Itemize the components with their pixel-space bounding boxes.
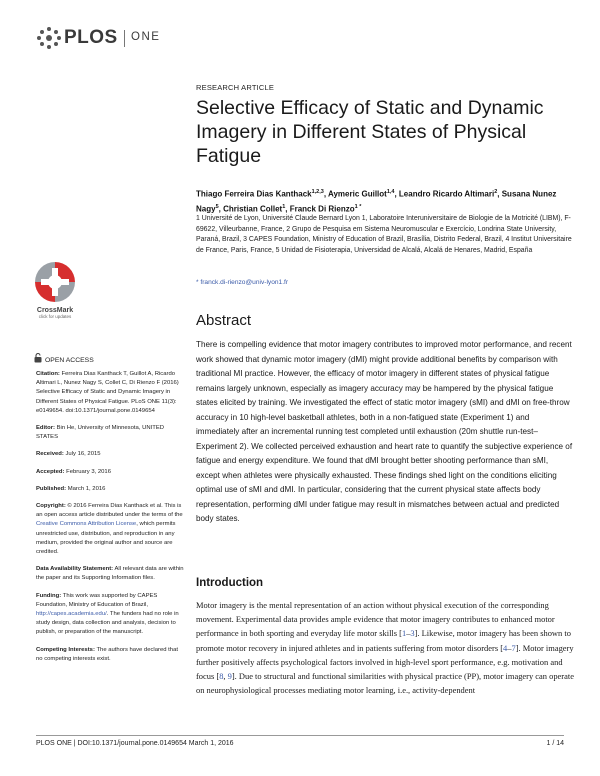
reference-link[interactable]: 7 (511, 642, 516, 653)
author-affiliation-marker: 1,4 (386, 189, 395, 195)
author-affiliation-marker: 1,2,3 (311, 189, 324, 195)
crossmark-badge[interactable] (30, 260, 80, 320)
editor-text: Bin He, University of Minnesota, UNITED STATES (36, 425, 164, 441)
author-affiliation-marker: 5 (215, 203, 219, 210)
reference-link[interactable]: 9 (227, 671, 232, 682)
author-name: Susana Nunez Nagy (196, 189, 557, 214)
data-availability-label: Data Availability Statement: (36, 566, 114, 573)
page-number: 1 / 14 (546, 740, 564, 747)
published-date: March 1, 2016 (67, 485, 106, 492)
reference-link[interactable]: 1 (401, 628, 407, 639)
crossmark-sublabel: click for updates (38, 314, 72, 319)
accepted-label: Accepted: (36, 468, 65, 475)
copyright-text-end: , which permits unrestricted use, distribution, and reproduction in any medium, provided the original author and source are credited. (36, 521, 176, 556)
author-name: Thiago Ferreira Dias Kanthack (196, 189, 312, 199)
editor-block (36, 424, 184, 442)
open-access-badge (34, 353, 94, 364)
author-name: Franck Di Rienzo (289, 204, 355, 214)
funding-link[interactable]: http://capes.academia.edu/ (36, 611, 107, 618)
intro-text-span: , (223, 671, 228, 682)
corresponding-email-link[interactable]: * franck.di-rienzo@univ-lyon1.fr (196, 279, 289, 286)
logo-journal-text: ONE (131, 31, 161, 43)
author-affiliation-marker: 1 (282, 203, 286, 210)
intro-text-span: ]. Motor imagery further positively affects psychological factors involved in high-level sport performance, e.g. motivation and focus [ (196, 642, 574, 682)
funding-block (36, 592, 184, 638)
competing-interests-block (36, 646, 184, 664)
intro-text-span: ]. Likewise, motor imagery has been shown to promote motor recovery in injured athletes and in patients suffering from motor disorders [ (196, 628, 571, 653)
article-info-sidebar (36, 370, 184, 672)
plos-one-logo[interactable] (36, 26, 176, 52)
published-label: Published: (36, 485, 67, 492)
copyright-text: © 2016 Ferreira Dias Kanthack et al. This is an open access article distributed under the terms of the (36, 503, 183, 519)
crossmark-label: CrossMark (36, 307, 74, 314)
affiliations: 1 Université de Lyon, Université Claude Bernard Lyon 1, Laboratoire Interuniversitaire de Biologie de la Motricité (LIBM), F-69622, Villeurbanne, France, 2 Grupo de Pesquisa em Sistema Neuromuscular e Exercício, Londrina State University, Paraná, Brazil, 3 CAPES Foundation, Ministry of Education of Brazil, Brasília, Distrito Federal, Brazil, 4 Institut Universitaire de France, Paris, France, 5 Unidad de Fisioterapia, Universidad de Alcalá, Alcalá de Henares, Madrid, España (196, 215, 572, 254)
author-name: Christian Collet (223, 204, 283, 214)
reference-link[interactable]: 4 (503, 642, 508, 653)
author-name: Leandro Ricardo Altimari (398, 189, 495, 199)
funding-text-end: . The funders had no role in study design, data collection and analysis, decision to publish, or preparation of the manuscript. (36, 611, 179, 636)
introduction-text (196, 598, 574, 697)
article-title: Selective Efficacy of Static and Dynamic Imagery in Different States of Physical Fatigue (196, 97, 544, 167)
data-availability-block (36, 565, 184, 583)
footer-citation: PLOS ONE | DOI:10.1371/journal.pone.0149654 March 1, 2016 (36, 740, 234, 747)
intro-text-span: Motor imagery is the mental representation of an action without physical execution of the corresponding movement. Experimental data provides ample evidence that motor imagery contributes to enhanced motor performance in both sporting and everyday life motor skills [ (196, 600, 555, 639)
copyright-block (36, 502, 184, 557)
open-access-label: OPEN ACCESS (45, 357, 94, 364)
author-affiliation-marker: 2 (494, 189, 498, 195)
license-link[interactable]: Creative Commons Attribution License (36, 521, 137, 528)
introduction-heading: Introduction (196, 577, 264, 589)
citation-text: Ferreira Dias Kanthack T, Guillot A, Ricardo Altimari L, Nunez Nagy S, Collet C, Di Rienzo F (2016) Selective Efficacy of Static and Dynamic Imagery in Different States of Physical Fatigue. PLoS ONE 11(3): e0149654. doi:10.1371/journal.pone.0149654 (36, 371, 179, 414)
abstract-text: There is compelling evidence that motor imagery contributes to improved motor performance, and recent work showed that dynamic motor imagery (dMI) might provide additional benefits by comparison with traditional MI practice. However, the efficacy of motor imagery in different states of physical fatigue remains largely unknown, especially as imagery accuracy may be hampered by the physical fatigue states elicited by training. We investigated the effect of static motor imagery (sMI) and dMI on free-throw accuracy in 10 high-level basketball athletes, both in a non-fatigued state (Experiment 1) and immediately after an incremental running test completed until exhaustion (20m shuttle run-test–Experiment 2). We collected perceived exhaustion and heart rate to quantify the subjective experience of fatigue and energy expenditure. We found that dMI brought better shooting performance than sMI, except when athletes were physically exhausted. These findings shed light on the conditions eliciting optimal use of sMI and dMI. In particular, considering that the current physical state affects body representation, performing dMI under fatigue may result in mismatches between actual and predicted body states. (196, 340, 573, 523)
funding-label: Funding: (36, 592, 62, 599)
citation-block (36, 370, 184, 416)
intro-text-span: – (507, 642, 512, 653)
received-block (36, 450, 184, 459)
author-name: Aymeric Guillot (327, 189, 387, 199)
open-lock-icon (34, 353, 42, 363)
footer-divider (36, 735, 564, 736)
editor-label: Editor: (36, 425, 55, 432)
competing-interests-text: The authors have declared that no competing interests exist. (36, 646, 178, 662)
accepted-block (36, 468, 184, 477)
accepted-date: February 3, 2016 (66, 468, 111, 475)
data-availability-text: All relevant data are within the paper and its Supporting Information files. (36, 566, 184, 582)
author-list: Thiago Ferreira Dias Kanthack$^{1,2,3}$, Aymeric Guillot$^{1,4}$, Leandro Ricardo Altimari$^2$, Susana Nunez Nagy$^5$, Christian Collet$^1$, Franck Di Rienzo$^{1 *}$ (196, 189, 557, 214)
received-date: July 16, 2015 (65, 451, 101, 458)
logo-plos-text: PLOS (64, 27, 118, 48)
logo-divider (124, 30, 125, 47)
crossmark-icon (30, 260, 80, 304)
reference-link[interactable]: 8 (219, 671, 224, 682)
abstract-heading: Abstract (196, 312, 252, 329)
plos-dots-icon (36, 26, 62, 50)
received-label: Received: (36, 451, 64, 458)
copyright-label: Copyright: (36, 503, 66, 510)
article-type: RESEARCH ARTICLE (196, 83, 275, 92)
reference-link[interactable]: 3 (410, 628, 415, 639)
published-block (36, 485, 184, 494)
intro-text-span: ]. Due to structural and functional similarities with physical practice (PP), motor imagery can operate on neurophysiological processes mediating motor learning, i.e., activity-dependent (196, 671, 574, 696)
intro-text-span: – (406, 628, 411, 639)
citation-label: Citation: (36, 371, 60, 377)
competing-interests-label: Competing Interests: (36, 646, 95, 653)
author-affiliation-marker: 1 * (354, 203, 362, 210)
funding-text: This work was supported by CAPES Foundation, Ministry of Education of Brazil, (36, 592, 158, 608)
